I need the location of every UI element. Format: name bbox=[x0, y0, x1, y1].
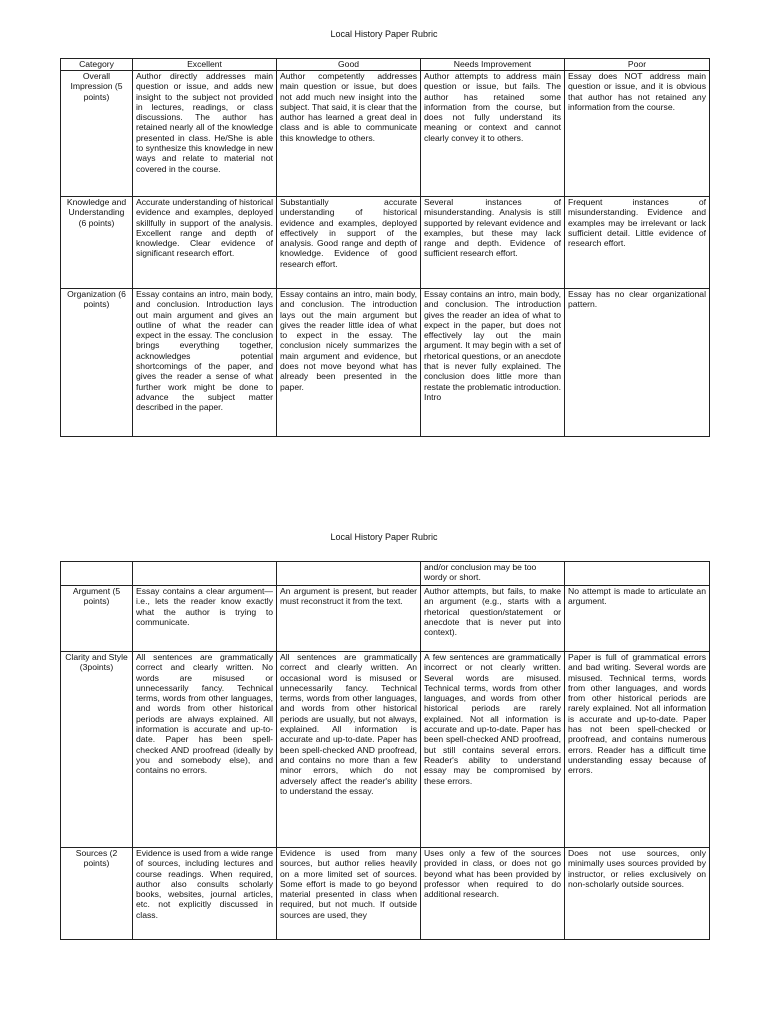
poor-cell: No attempt is made to articulate an argument. bbox=[565, 586, 710, 652]
header-row bbox=[61, 59, 710, 71]
needs-improvement-cell: Several instances of misunderstanding. Analysis is still supported by relevant evidence and examples, but these may lack range and depth. Evidence of sufficient research effort. bbox=[421, 197, 565, 289]
table-row-sources bbox=[61, 848, 710, 940]
excellent-cell: All sentences are grammatically correct and clearly written. No words are misused or unnecessarily fancy. Technical terms, words from other languages, and words from other historical periods are always explained. All information is accurate and up-to-date. Paper has been spell-checked AND proofread (ideally by you and somebody else), and contains no errors. bbox=[133, 652, 277, 848]
category-cell: Sources (2 points) bbox=[61, 848, 133, 940]
excellent-cell: Accurate understanding of historical evidence and examples, deployed skillfully in support of the analysis. Excellent range and depth of knowledge. Clear evidence of significant research effort. bbox=[133, 197, 277, 289]
excellent-cell: Author directly addresses main question or issue, and adds new insight to the subject not provided in lectures, readings, or class discussions. The author has retained nearly all of the knowledge presented in class. He/She is able to synthesize this knowledge in new ways and relate to material not covered in the course. bbox=[133, 71, 277, 197]
poor-cell: Essay does NOT address main question or issue, and it is obvious that author has not retained any information from the course. bbox=[565, 71, 710, 197]
poor-cell bbox=[565, 562, 710, 586]
good-cell: All sentences are grammatically correct and clearly written. An occasional word is misused or unnecessarily fancy. Technical terms, words from other languages, and words from other historical periods are usually, but not always, explained. All information is accurate and up-to-date. Paper has been spell-checked AND proofread, and contains no more than a few minor errors, which do not adversely affect the reader's ability to understand the essay. bbox=[277, 652, 421, 848]
needs-improvement-cell: and/or conclusion may be too wordy or short. bbox=[421, 562, 565, 586]
page-title: Local History Paper Rubric bbox=[330, 29, 438, 39]
header-excellent: Excellent bbox=[133, 59, 277, 71]
good-cell: Evidence is used from many sources, but author relies heavily on a more limited set of sources. Some effort is made to go beyond material presented in class when required, but not much. If outside sources are used, they bbox=[277, 848, 421, 940]
category-cell: Overall Impression (5 points) bbox=[61, 71, 133, 197]
table-row-knowledge bbox=[61, 197, 710, 289]
page-title: Local History Paper Rubric bbox=[330, 532, 438, 542]
excellent-cell: Essay contains an intro, main body, and conclusion. Introduction lays out main argument and gives an outline of what the reader can expect in the essay. The conclusion brings everything together, acknowledges potential shortcomings of the paper, and gives the reader a sense of what further work might be done to advance the subject matter described in the paper. bbox=[133, 289, 277, 437]
category-cell: Argument (5 points) bbox=[61, 586, 133, 652]
good-cell bbox=[277, 562, 421, 586]
good-cell: Author competently addresses main question or issue, but does not add much new insight into the subject. That said, it is clear that the author has learned a great deal in class and is able to communicate this knowledge to others. bbox=[277, 71, 421, 197]
poor-cell: Does not use sources, only minimally uses sources provided by instructor, or relies exclusively on non-scholarly outside sources. bbox=[565, 848, 710, 940]
excellent-cell bbox=[133, 562, 277, 586]
needs-improvement-cell: Author attempts to address main question or issue, but fails. The author has retained some information from the course, but does not fully understand its meaning or context and cannot clearly convey it to others. bbox=[421, 71, 565, 197]
table-row-organization bbox=[61, 289, 710, 437]
category-cell bbox=[61, 562, 133, 586]
header-category: Category bbox=[61, 59, 133, 71]
header-good: Good bbox=[277, 59, 421, 71]
excellent-cell: Evidence is used from a wide range of sources, including lectures and course readings. When required, author also consults scholarly books, websites, journal articles, etc. not explicitly discussed in class. bbox=[133, 848, 277, 940]
excellent-cell: Essay contains a clear argument—i.e., lets the reader know exactly what the author is trying to communicate. bbox=[133, 586, 277, 652]
needs-improvement-cell: A few sentences are grammatically incorrect or not clearly written. Several words are misused. Technical terms, words from other languages, and words from other historical periods are rarely explained. Not all information is accurate and up-to-date. Paper has been spell-checked AND proofread, but still contains several errors. Reader's ability to understand essay may be compromised by these errors. bbox=[421, 652, 565, 848]
continuation-row bbox=[61, 562, 710, 586]
needs-improvement-cell: Uses only a few of the sources provided in class, or does not go beyond what has been provided by professor when required to do additional research. bbox=[421, 848, 565, 940]
needs-improvement-cell: Author attempts, but fails, to make an argument (e.g., starts with a rhetorical question/statement or anecdote that is never put into context). bbox=[421, 586, 565, 652]
table-row-overall-impression bbox=[61, 71, 710, 197]
header-poor: Poor bbox=[565, 59, 710, 71]
needs-improvement-cell: Essay contains an intro, main body, and conclusion. The introduction gives the reader an idea of what to expect in the paper, but does not effectively lay out the main argument. It may begin with a set of rhetorical questions, or an anecdote that is never fully explained. The conclusion does little more than restate the problematic introduction. Intro bbox=[421, 289, 565, 437]
poor-cell: Essay has no clear organizational pattern. bbox=[565, 289, 710, 437]
poor-cell: Paper is full of grammatical errors and bad writing. Several words are misused. Technical terms, words from other languages, and words from other historical periods are rarely explained. Not all information is accurate and up-to-date. Paper has not been spell-checked or proofread, and contains numerous errors. Reader has a difficult time understanding essay because of errors. bbox=[565, 652, 710, 848]
good-cell: Substantially accurate understanding of historical evidence and examples, deployed effectively in support of the analysis. Good range and depth of knowledge. Evidence of good research effort. bbox=[277, 197, 421, 289]
header-needs-improvement: Needs Improvement bbox=[421, 59, 565, 71]
table-row-clarity-style bbox=[61, 652, 710, 848]
category-cell: Organization (6 points) bbox=[61, 289, 133, 437]
category-cell: Knowledge and Understanding (6 points) bbox=[61, 197, 133, 289]
table-row-argument bbox=[61, 586, 710, 652]
good-cell: An argument is present, but reader must reconstruct it from the text. bbox=[277, 586, 421, 652]
poor-cell: Frequent instances of misunderstanding. Evidence and examples may be irrelevant or lack sufficient detail. Little evidence of research effort. bbox=[565, 197, 710, 289]
good-cell: Essay contains an intro, main body, and conclusion. The introduction lays out the main argument but gives the reader little idea of what to expect in the essay. The conclusion nicely summarizes the main argument and evidence, but does not move beyond what has already been presented in the paper. bbox=[277, 289, 421, 437]
category-cell: Clarity and Style (3points) bbox=[61, 652, 133, 848]
rubric-table-page-2 bbox=[60, 561, 710, 940]
rubric-table-page-1 bbox=[60, 58, 710, 437]
